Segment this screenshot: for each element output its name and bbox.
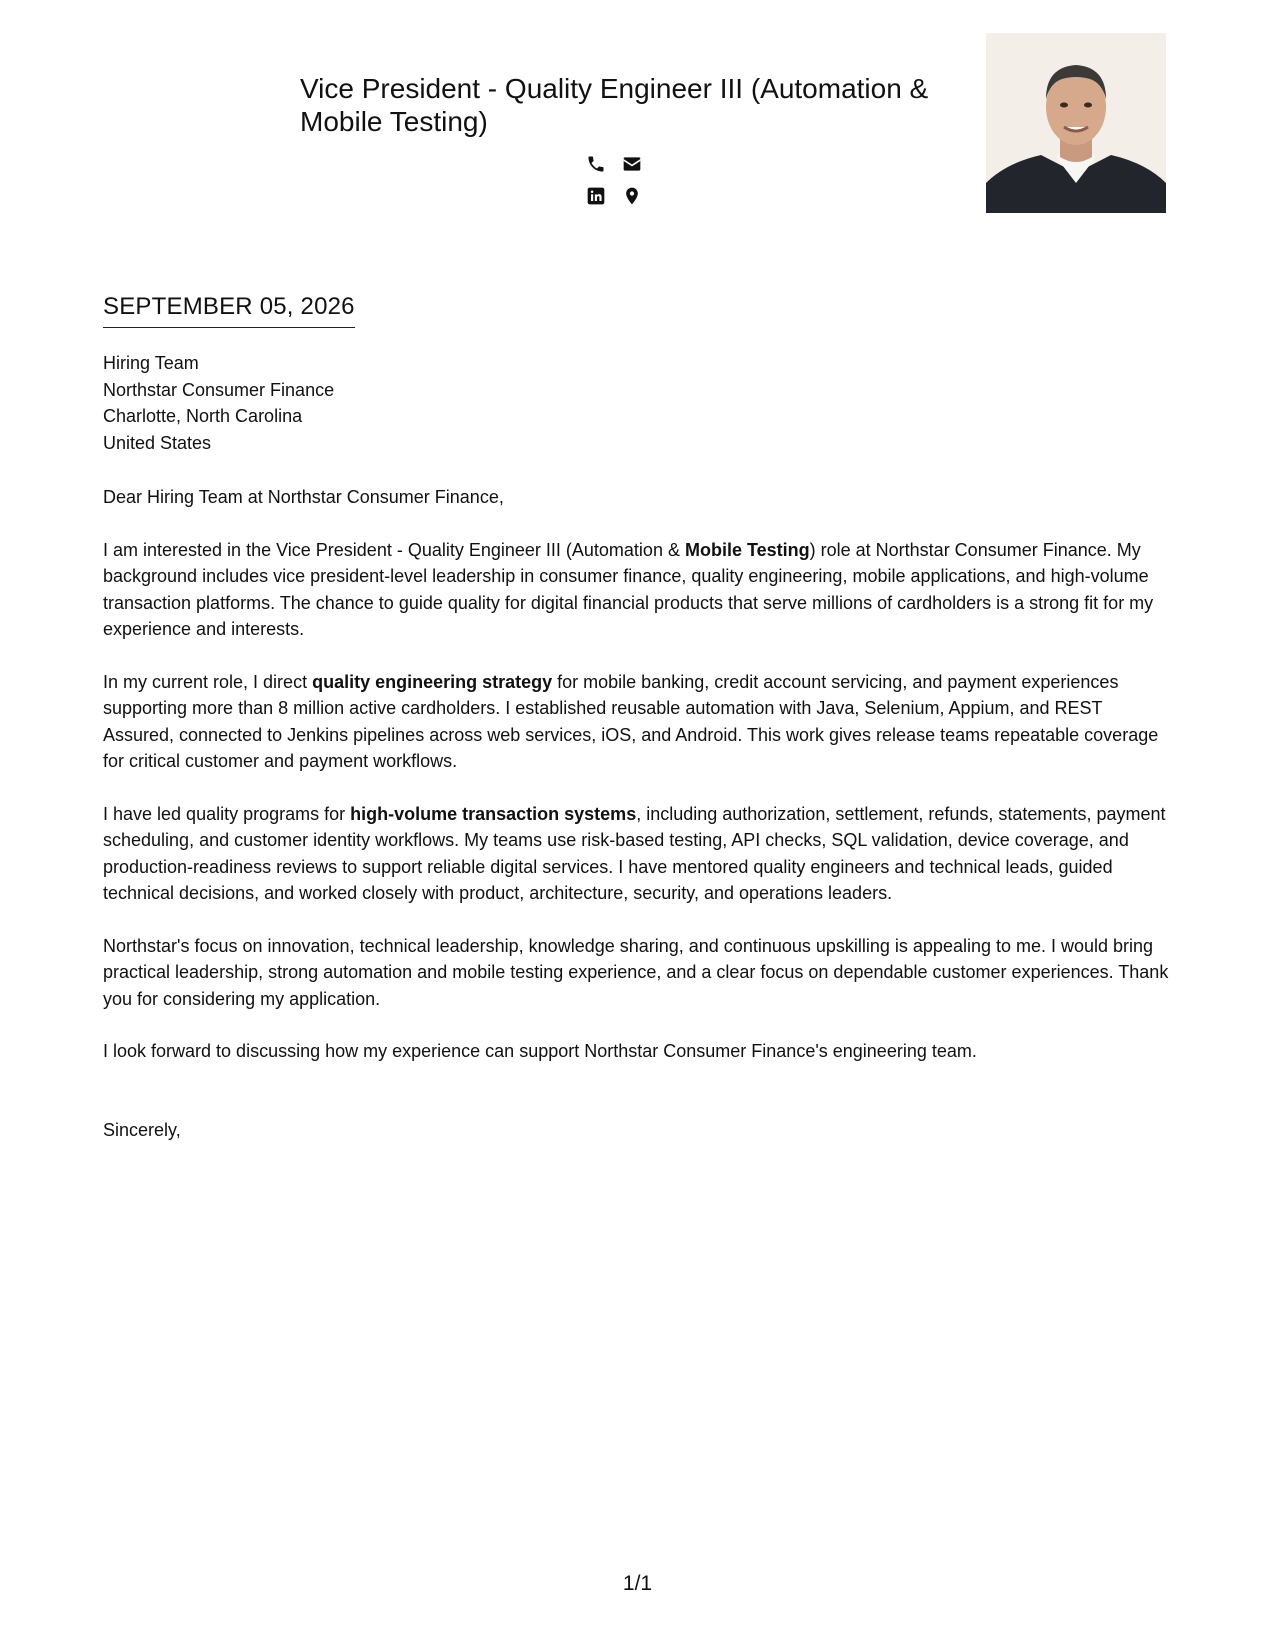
contact-icons xyxy=(586,148,666,212)
phone-icon[interactable] xyxy=(586,154,606,174)
contact-icons-row-1 xyxy=(586,148,666,180)
recipient-address xyxy=(103,350,1173,456)
letter-date: SEPTEMBER 05, 2026 xyxy=(103,292,355,328)
paragraph-text: for mobile banking, credit account servicing, and payment experiences supporting more than 8 million active cardholders. I established reusable automation with Java, Selenium, Appium, and REST Assured, connected to Jenkins pipelines across web services, iOS, and Android. This work gives release teams repeatable coverage for critical customer and payment workflows. xyxy=(103,671,1159,771)
linkedin-icon[interactable] xyxy=(586,186,606,206)
paragraph-5: I look forward to discussing how my experience can support Northstar Consumer Finance's engineering team. xyxy=(103,1041,977,1061)
letter-title: Vice President - Quality Engineer III (Automation & Mobile Testing) xyxy=(300,73,929,137)
recipient-line: Hiring Team xyxy=(103,353,199,373)
paragraph-text: In my current role, I direct xyxy=(103,671,313,692)
paragraph-text: , including authorization, settlement, refunds, statements, payment scheduling, and customer identity workflows. My teams use risk-based testing, API checks, SQL validation, device coverage, and production-readiness reviews to support reliable digital services. I have mentored quality engineers and technical leads, guided technical decisions, and worked closely with product, architecture, security, and operations leaders. xyxy=(103,803,1166,903)
paragraph-2 xyxy=(103,669,1173,775)
emphasis-text: high-volume transaction systems xyxy=(350,803,637,824)
emphasis-text: quality engineering strategy xyxy=(312,671,553,692)
closing: Sincerely, xyxy=(103,1119,181,1140)
recipient-line: United States xyxy=(103,432,212,453)
salutation: Dear Hiring Team at Northstar Consumer Finance, xyxy=(103,487,504,507)
paragraph-text: I am interested in the Vice President - Quality Engineer III (Automation & xyxy=(103,539,685,560)
profile-photo xyxy=(986,33,1166,213)
recipient-line: Charlotte, North Carolina xyxy=(103,406,303,426)
paragraph-text: ) role at Northstar Consumer Finance. My background includes vice president-level leadership in consumer finance, quality engineering, mobile applications, and high-volume transaction platforms. The chance to guide quality for digital financial products that serve millions of cardholders is a strong fit for my experience and interests. xyxy=(103,539,1154,639)
paragraph-text: I have led quality programs for xyxy=(103,803,351,824)
envelope-icon[interactable] xyxy=(622,154,642,174)
page-number: 1/1 xyxy=(622,1572,653,1595)
contact-icons-row-2 xyxy=(586,180,666,212)
emphasis-text: Mobile Testing xyxy=(684,539,810,560)
paragraph-4: Northstar's focus on innovation, technical leadership, knowledge sharing, and continuous upskilling is appealing to me. I would bring practical leadership, strong automation and mobile testing experience, and a clear focus on dependable customer experiences. Thank you for considering my application. xyxy=(103,935,1169,1009)
map-pin-icon[interactable] xyxy=(622,186,642,206)
paragraph-1 xyxy=(103,537,1173,643)
recipient-line: Northstar Consumer Finance xyxy=(103,379,335,400)
letter-body xyxy=(103,350,1173,1169)
paragraph-3 xyxy=(103,801,1173,907)
